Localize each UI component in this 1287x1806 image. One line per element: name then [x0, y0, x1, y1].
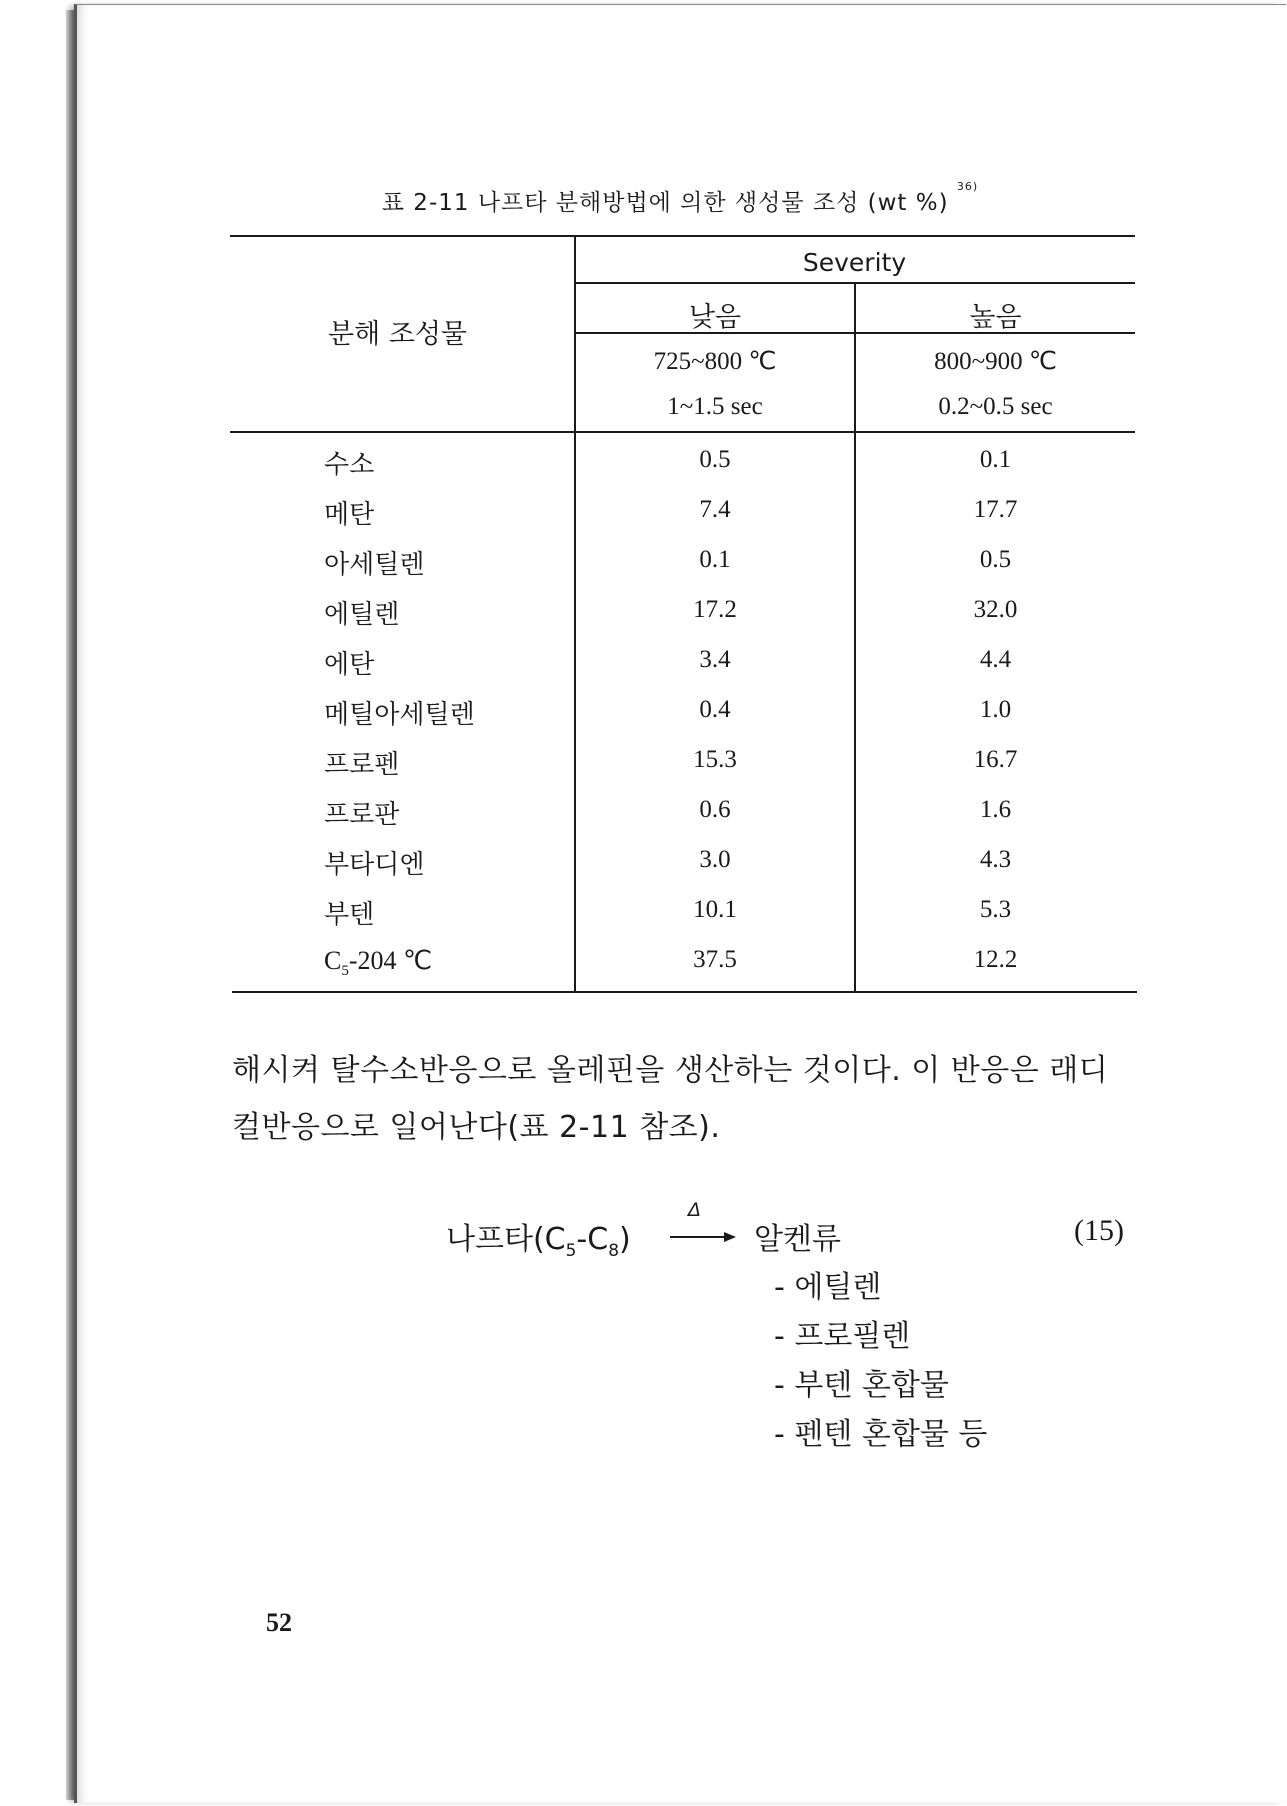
c5-rest: -204 ℃ [348, 946, 433, 975]
page-number: 52 [266, 1608, 292, 1637]
table-caption [230, 180, 1130, 217]
row-name-propane: 프로판 [324, 800, 400, 830]
row-high-methylacetylene: 1.0 [979, 696, 1012, 723]
c5-subscript: 5 [341, 963, 349, 980]
row-high-c5-fraction: 12.2 [973, 946, 1018, 973]
reactant-close: ) [619, 1222, 631, 1257]
row-high-butadiene: 4.3 [979, 846, 1012, 873]
row-name-methylacetylene: 메틸아세틸렌 [324, 700, 475, 730]
body-line-1: 해시켜 탈수소반응으로 올레핀을 생산하는 것이다. 이 반응은 래디 [232, 1053, 1109, 1088]
product-item: - 부텐 혼합물 [774, 1368, 949, 1403]
row-high-methane: 17.7 [973, 496, 1018, 523]
high-severity-header: 높음 [969, 302, 1022, 333]
row-high-ethane: 4.4 [979, 646, 1012, 673]
reaction-arrow-icon [670, 1230, 736, 1244]
table-bottom-rule [232, 991, 1137, 993]
page-edge-shadow [66, 10, 74, 1800]
row-high-hydrogen: 0.1 [979, 446, 1012, 473]
high-time-range: 0.2~0.5 sec [938, 393, 1053, 420]
row-name-hydrogen: 수소 [324, 450, 375, 480]
caption-reference: 36) [956, 180, 979, 193]
caption-text: 표 2-11 나프타 분해방법에 의한 생성물 조성 (wt %) [381, 190, 949, 216]
row-low-butene: 10.1 [693, 896, 737, 923]
low-severity-header: 낮음 [688, 302, 742, 333]
reactant-mid: -C [576, 1222, 609, 1257]
row-low-methylacetylene: 0.4 [699, 696, 731, 723]
body-line-2: 컬반응으로 일어난다(표 2-11 참조). [232, 1110, 721, 1145]
product-item: - 에틸렌 [774, 1270, 882, 1305]
row-low-propane: 0.6 [699, 796, 731, 823]
header-bottom-rule [230, 431, 1135, 433]
low-temp-range: 725~800 ℃ [653, 348, 777, 375]
low-time-range: 1~1.5 sec [667, 393, 763, 420]
c5-main: C [324, 946, 342, 975]
row-name-methane: 메탄 [324, 500, 375, 530]
reactant-text: 나프타(C [446, 1222, 566, 1257]
severity-header: Severity [802, 248, 907, 277]
row-high-propene: 16.7 [973, 746, 1018, 773]
row-low-methane: 7.4 [699, 496, 731, 523]
row-low-ethane: 3.4 [699, 646, 731, 673]
row-high-propane: 1.6 [979, 796, 1012, 823]
row-low-c5-fraction: 37.5 [693, 946, 737, 973]
high-temp-range: 800~900 ℃ [934, 348, 1057, 375]
reactant-sub-1: 5 [565, 1241, 577, 1261]
reactant-sub-2: 8 [608, 1241, 620, 1261]
row-low-butadiene: 3.0 [699, 846, 731, 873]
row-high-ethylene: 32.0 [973, 596, 1018, 623]
row-header: 분해 조성물 [328, 319, 467, 350]
arrow-label: Δ [688, 1199, 701, 1221]
row-name-butene: 부텐 [324, 900, 375, 930]
equation-reactant [446, 1214, 631, 1261]
row-name-ethylene: 에틸렌 [324, 600, 400, 630]
row-high-acetylene: 0.5 [979, 546, 1012, 573]
equation-product: 알켄류 [754, 1222, 841, 1257]
row-low-propene: 15.3 [693, 746, 737, 773]
table-top-rule [230, 235, 1135, 237]
row-name-acetylene: 아세틸렌 [324, 550, 425, 580]
table-divider-mid [854, 283, 856, 992]
product-item: - 프로필렌 [774, 1319, 911, 1354]
row-high-butene: 5.3 [979, 896, 1012, 923]
row-name-propene: 프로펜 [324, 750, 400, 780]
row-name-ethane: 에탄 [324, 650, 375, 680]
equation-number: (15) [1074, 1214, 1124, 1247]
row-low-hydrogen: 0.5 [699, 446, 731, 473]
product-item: - 펜텐 혼합물 등 [774, 1417, 988, 1452]
row-low-acetylene: 0.1 [699, 546, 731, 573]
row-name-c5-fraction [324, 946, 432, 980]
row-name-butadiene: 부타디엔 [324, 850, 425, 880]
row-low-ethylene: 17.2 [693, 596, 737, 623]
